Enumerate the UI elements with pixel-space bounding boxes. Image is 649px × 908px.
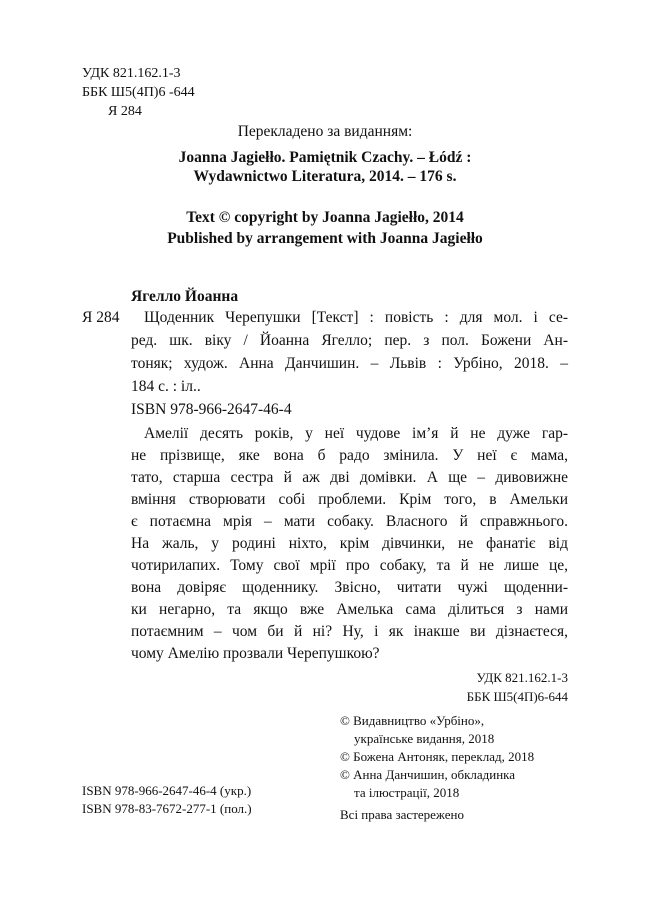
catalog-author: Ягелло Йоанна — [131, 288, 239, 305]
annotation-line-8: вона довіряє щоденнику. Звісно, читати чужі щоденни- — [131, 579, 568, 596]
footer-udk: УДК 821.162.1-3 — [476, 670, 568, 685]
header-bbk: ББК Ш5(4П)6 -644 — [82, 85, 195, 100]
annotation-line-6: На жаль, у родині ніхто, крім дівчинки, не фанатіє від — [131, 535, 568, 552]
annotation-line-10: потаємним – чом би й ні? Ну, і як інакше ви дізнаєтеся, — [131, 623, 568, 640]
header-author-mark: Я 284 — [108, 104, 142, 119]
isbn-ukrainian: ISBN 978-966-2647-46-4 (укр.) — [82, 783, 252, 798]
catalog-line-2: ред. шк. віку / Йоанна Ягелло; пер. з пол. Божени Ан- — [131, 332, 568, 349]
catalog-line-3: тоняк; худож. Анна Данчишин. – Львів : Урбіно, 2018. – — [131, 355, 568, 372]
rights-line-3: © Божена Антоняк, переклад, 2018 — [340, 749, 535, 764]
rights-line-4: © Анна Данчишин, обкладинка — [340, 767, 516, 782]
footer-bbk: ББК Ш5(4П)6-644 — [466, 689, 568, 704]
rights-line-5: та ілюстрації, 2018 — [354, 785, 460, 800]
translation-source-line-1: Joanna Jagiełło. Pamiętnik Czachy. – Łódź : — [178, 149, 472, 166]
catalog-line-1: Щоденник Черепушки [Текст] : повість : для мол. і се- — [144, 309, 568, 326]
annotation-line-5: є потаємна мрія – мати собаку. Власного й справжнього. — [131, 513, 568, 530]
catalog-isbn: ISBN 978-966-2647-46-4 — [131, 401, 292, 418]
copyright-en-line-2: Published by arrangement with Joanna Jagiełło — [167, 230, 483, 247]
translation-source-line-2: Wydawnictwo Literatura, 2014. – 176 s. — [193, 168, 457, 185]
annotation-line-4: вміння створювати собі проблеми. Крім того, в Амельки — [131, 491, 568, 508]
annotation-line-9: ки негарно, та якщо вже Амелька сама ділиться з нами — [131, 601, 568, 618]
rights-line-2: українське видання, 2018 — [354, 731, 495, 746]
rights-reserved: Всі права застережено — [340, 807, 464, 822]
translation-intro: Перекладено за виданням: — [237, 123, 413, 140]
rights-line-1: © Видавництво «Урбіно», — [340, 713, 485, 728]
annotation-line-7: чотирилапих. Тому свої мрії про собаку, та й не лише це, — [131, 557, 568, 574]
isbn-polish: ISBN 978-83-7672-277-1 (пол.) — [82, 801, 252, 816]
copyright-en-line-1: Text © copyright by Joanna Jagiełło, 2014 — [186, 209, 464, 226]
catalog-line-4: 184 с. : іл.. — [131, 378, 201, 395]
catalog-mark: Я 284 — [82, 309, 120, 326]
annotation-line-11: чому Амелію прозвали Черепушкою? — [131, 645, 380, 662]
annotation-line-2: не прізвище, яке вона б радо змінила. У неї є мама, — [131, 447, 568, 464]
annotation-line-1: Амелії десять років, у неї чудове ім’я й не дуже гар- — [144, 425, 568, 442]
annotation-line-3: тато, старша сестра й аж дві домівки. А ще – дивовижне — [131, 469, 568, 486]
header-udk: УДК 821.162.1-3 — [82, 66, 181, 81]
